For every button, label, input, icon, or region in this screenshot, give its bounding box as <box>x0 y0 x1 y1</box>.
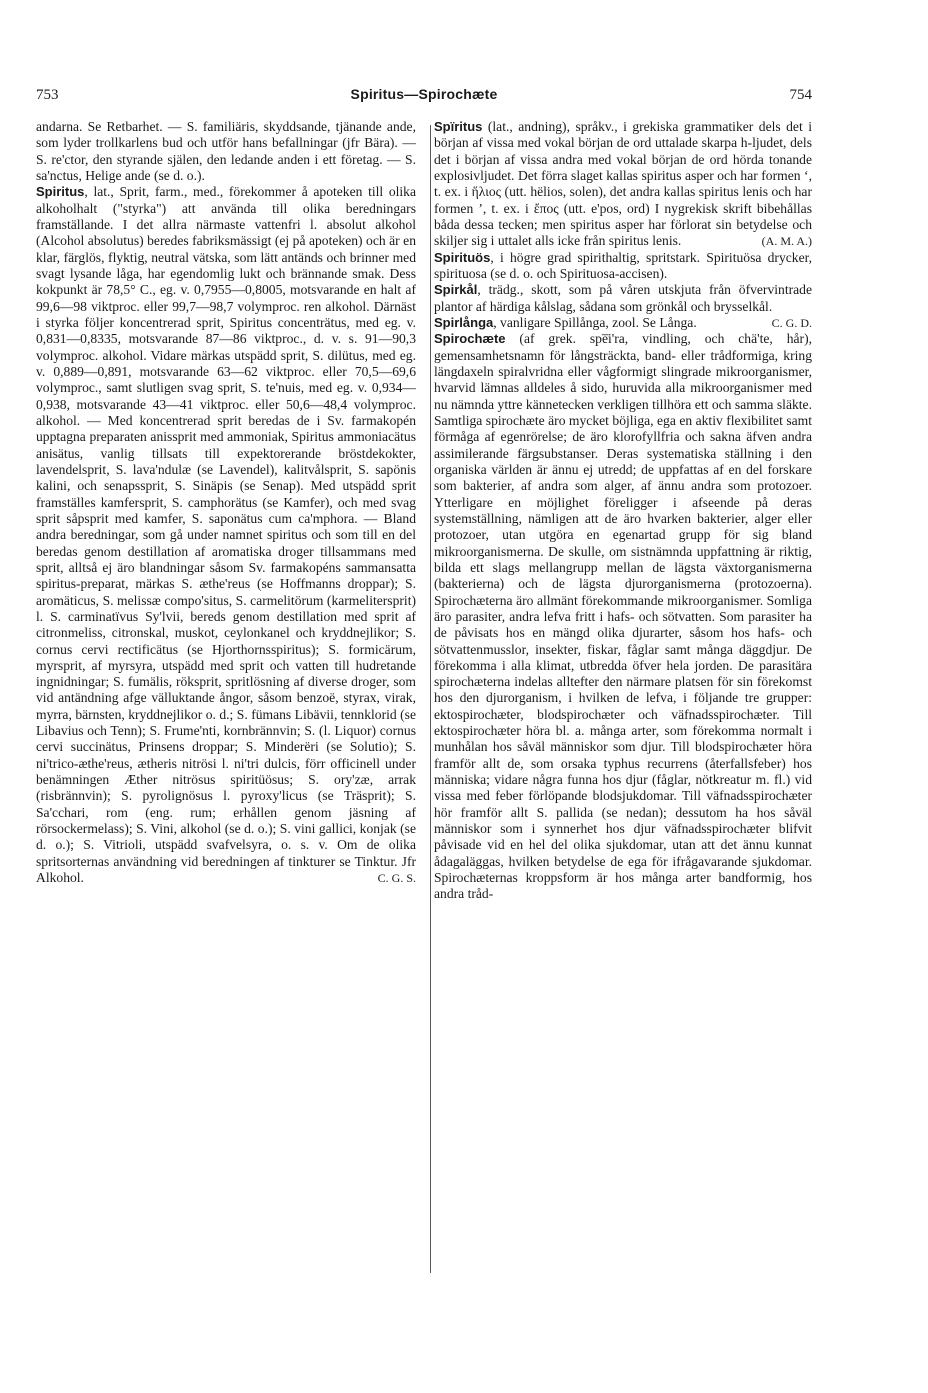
headword: Spirituös <box>434 249 491 265</box>
entry-spiritus-lat <box>36 184 416 886</box>
page-header <box>36 86 812 104</box>
right-column <box>434 119 812 903</box>
entry-body: (af grek. spe̅i'ra, vindling, och chä'te, hår), gemensamhetsnamn för långsträckta, band- eller trådformiga, kring längdaxeln spiralvridna eller vågformigt slingrade mikroorganismer, hvarvid lämnas alldeles å sido, huruvida alla mikroorganismer med nu nämnda yttre kännetecken verkligen tillhöra ett och samma släkte. Samtliga spirochæte äro mycket böjliga, ega en aktiv flexibilitet samt förmåga af egenrörelse; de äro klorofyllfria och sakna äfven andra assimilerande färgsubstanser. Deras systematiska ställning i den organiska världen är ännu ej utredd; de uppfattas af en del forskare som bakterier, af andra som alger, af ännu andra som protozoer. Ytterligare en möjlighet föreligger i afseende på deras systemställning, nämligen att de äro hvarken bakterier, alger eller protozoer, utan utgöra en egenartad grupp för sig bland mikroorganismerna. De skulle, om sistnämnda uppfattning är riktig, bilda ett slags mellangrupp mellan de lägsta växtorganismerna (bakterierna) och de lägsta djurorganismerna (protozoerna). Spirochæterna äro allmänt förekommande mikroorganismer. Somliga äro parasiter, andra lefva fritt i hafs- och sötvatten. Som parasiter ha de påvisats hos en mängd olika djurarter, såsom hos hafs- och sötvattenmusslor, insekter, fiskar, fåglar samt många däggdjur. De förekomma i alla klimat, utbredda öfver hela jorden. De parasitära spirochæterna indelas alltefter den närmare platsen för sin förekomst hos den djurorganism, i hvilken de lefva, i följande tre grupper: ektospirochæter, blodspirochæter och väfnadsspirochæter. Till ektospirochæter höra bl. a. många arter, som förekomma normalt i munhålan hos såväl människor som djur. Till blodspirochæter höra framför allt de, som orsaka typhus recurrens (återfallsfeber) hos människa; vidare några funna hos djur (fåglar, nötkreatur m. fl.) vid vissa med feber förlöpande blodsjukdomar. Till väfnadsspirochæter hör framför allt S. pallida (se nedan); dessutom ha hos såväl människor som i synnerhet hos djur väfnadsspirochæter blifvit påvisade vid en hel del olika sjukdomar, utan att det ännu kunnat ådagaläggas, hvilken betydelse de ega för ifrågavarande sjukdomar. Spirochæternas kroppsform är hos många arter bandformig, hos andra tråd- <box>434 331 812 902</box>
author-signature: (A. M. A.) <box>761 234 812 249</box>
entry-spiritus-sprakv <box>434 119 812 250</box>
entry-body: , i högre grad spirithaltig, spritstark. Spirituösa drycker, spirituosa (se d. o. och Spirituosa-accisen). <box>434 249 812 281</box>
author-signature: C. G. D. <box>771 315 812 330</box>
entry-spiritus-continued: andarna. Se Retbarhet. — S. familiäris, skyddsande, tjänande ande, som lyder trollkarlens bud och utför hans befallningar (jfr Bära). — S. re'ctor, den styrande själen, den ledande anden i ett företag. — S. sa'nctus, Helige ande (se d. o.). <box>36 119 416 183</box>
right-page-number: 754 <box>789 87 812 103</box>
entry-spirituos <box>434 250 812 283</box>
left-column <box>36 119 416 903</box>
entry-body: (lat., andning), språkv., i grekiska grammatiker dels det i början af vissa med vokal början de ord uttalade skarpa h-ljudet, dels det i början af vissa andra med vokal början de ord hörda tonande explosivljudet. Det förra slaget kallas spiritus asper och har formen ‘, t. ex. i ἥλιος (utt. hëlios, solen), det andra kallas spiritus lenis och har formen ’, t. ex. i ἔπος (utt. e'pos, ord) I nygrekisk skrift bibehållas båda dessa tecken; men spiritus asper har förlorat sin betydelse och skiljer sig i uttalet alls icke från spiritus lenis. <box>434 119 812 249</box>
text-columns <box>36 119 812 903</box>
entry-body: , trädg., skott, som på våren utskjuta från öfvervintrade plantor af härdiga kålslag, sådana som grönkål och brysselkål. <box>434 282 812 314</box>
headword: Spirochæte <box>434 331 506 347</box>
running-title: Spiritus—Spirochæte <box>350 86 498 102</box>
headword: Spiritus <box>36 184 85 200</box>
author-signature: C. G. S. <box>377 871 416 886</box>
left-page-number: 753 <box>36 87 59 103</box>
entry-body: , lat., Sprit, farm., med., förekommer å apoteken till olika alkoholhalt ("styrka") att använda till olika beredningars framställande. I det allra närmaste vattenfri l. absolut alkohol (Alcohol absolutus) beredes fabriksmässigt (ej på apoteken) och är en klar, färglös, flyktig, neutral vätska, som lätt antänds och brinner med svagt lysande låga, har egendomlig lukt och brännande smak. Dess kokpunkt är 78,5° C., eg. v. 0,7955—0,8005, motsvarande en halt af 99,6—98 viktproc. eller 99,7—98,7 volymproc. ren alkohol. Därnäst i styrka följer koncentrerad sprit, Spiritus concenträtus, med eg. v. 0,831—0,8335, motsvarande 87—86 viktproc., d. v. s. 91—90,3 volymproc. alkohol. Vidare märkas utspädd sprit, S. dilütus, med eg. v. 0,889—0,891, motsvarande 63—62 viktproc. eller 70,5—69,6 volymproc., samt slutligen svag sprit, S. te'nuis, med eg. v. 0,934—0,938, motsvarande 43—41 viktproc. eller 50,6—48,4 volymproc. alkohol. — Med koncentrerad sprit beredas de i Sv. farmakopén upptagna preparaten anissprit med ammoniak, Spiritus ammoniacätus anisätus, vanlig tillsats till expektorerande bröstdekokter, lavendelsprit, S. lava'ndulæ (se Lavendel), kalitvålsprit, S. sapönis kalini, och senapssprit, S. Sinäpis (se Senap). Med utspädd sprit framställes kamfersprit, S. camphorätus (se Kamfer), och med svag sprit såpsprit med kamfer, S. saponätus cum ca'mphora. — Bland andra beredningar, som gå under namnet spiritus och som till en del beredas genom destillation af aromatiska droger tillsammans med sprit, alltså ej äro blandningar såsom Sv. farmakopéns sammansatta spiritus-preparat, märkas S. æthe'reus (se Hoffmanns droppar); S. aromäticus, S. melissæ compo'situs, S. carmelitörum (karmelitersprit) l. S. carminatïvus Sy'lvii, bereds genom destillation med sprit af citronmeliss, citronskal, muskot, ceylonkanel och kryddnejlikor; S. cornus cervi rectificätus (se Hjorthornsspiritus); S. formicärum, myrsprit, af myrsyra, utspädd med sprit och vatten till hudretande ingnidningar; S. fumälis, röksprit, spritlösning af diverse droger, som vid antändning afge välluktande ångor, såsom benzoë, styrax, virak, myrra, bärnsten, kryddnejlikor o. d.; S. fümans Libävii, tennklorid (se Libavius och Tenn); S. Frume'nti, kornbrännvin; S. (l. Liquor) cornus cervi succinätus, Prinsens droppar; S. Minderëri (se Solutio); S. ni'trico-æthe'reus, ætheris nitrösi l. ni'tri dulcis, förr officinell under benämningen Æther nitrösus spiritüösus; S. ory'zæ, arrak (risbrännvin); S. pyrolignösus l. pyroxy'licus (se Träsprit); S. Sa'cchari, rom (eng. rum; erhållen genom jäsning af rörsockermelass); S. Vini, alkohol (se d. o.); S. vini gallici, konjak (se d. o.); S. Vitrioli, utspädd svafvelsyra, o. s. v. Om de olika spritsorternas användning vid beredningen af tinkturer se Tinktur. Jfr Alkohol. <box>36 184 416 886</box>
entry-spirochaete <box>434 331 812 902</box>
headword: Spïritus <box>434 119 483 134</box>
headword: Spirkål <box>434 282 478 298</box>
headword: Spirlånga <box>434 314 494 330</box>
entry-body: , vanligare Spillånga, zool. Se Långa. <box>493 314 697 330</box>
entry-spirlanga <box>434 315 812 331</box>
